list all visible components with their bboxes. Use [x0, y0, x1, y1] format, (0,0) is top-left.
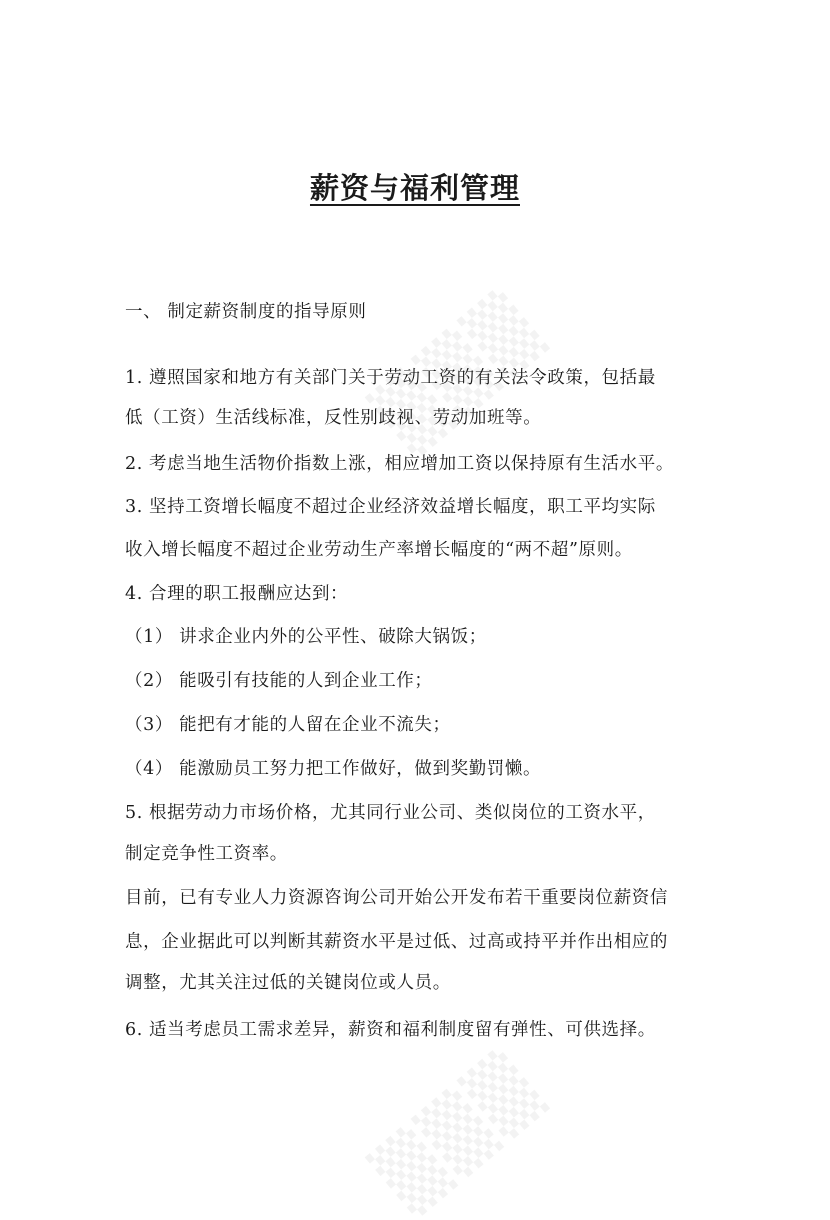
document-title: [0, 166, 830, 207]
paragraph-line: 息，企业据此可以判断其薪资水平是过低、过高或持平并作出相应的: [125, 932, 668, 952]
list-item: （3） 能把有才能的人留在企业不流失；: [125, 715, 451, 735]
paragraph-line: 3. 坚持工资增长幅度不超过企业经济效益增长幅度，职工平均实际: [125, 497, 656, 517]
list-item: （4） 能激励员工努力把工作做好，做到奖勤罚懒。: [125, 759, 542, 779]
document-title-text: 薪资与福利管理: [309, 171, 520, 205]
list-item: （2） 能吸引有技能的人到企业工作；: [125, 671, 433, 691]
paragraph-line: 制定竞争性工资率。: [125, 844, 288, 864]
paragraph-line: 低（工资）生活线标准，反性别歧视、劳动加班等。: [125, 408, 542, 428]
paragraph-line: 调整，尤其关注过低的关键岗位或人员。: [125, 973, 451, 993]
paragraph-line: 5. 根据劳动力市场价格，尤其同行业公司、类似岗位的工资水平，: [125, 803, 656, 823]
paragraph-line: 1. 遵照国家和地方有关部门关于劳动工资的有关法令政策，包括最: [125, 368, 656, 388]
paragraph-line: 6. 适当考虑员工需求差异，薪资和福利制度留有弹性、可供选择。: [125, 1020, 656, 1040]
section-heading: 一、 制定薪资制度的指导原则: [125, 302, 367, 322]
watermark-bottom: [365, 1042, 555, 1220]
list-item: （1） 讲求企业内外的公平性、破除大锅饭；: [125, 627, 487, 647]
paragraph-line: 4. 合理的职工报酬应达到：: [125, 584, 349, 604]
paragraph-line: 2. 考虑当地生活物价指数上涨，相应增加工资以保持原有生活水平。: [125, 454, 674, 474]
paragraph-line: 收入增长幅度不超过企业劳动生产率增长幅度的“两不超”原则。: [125, 540, 633, 560]
paragraph-line: 目前，已有专业人力资源咨询公司开始公开发布若干重要岗位薪资信: [125, 888, 668, 908]
